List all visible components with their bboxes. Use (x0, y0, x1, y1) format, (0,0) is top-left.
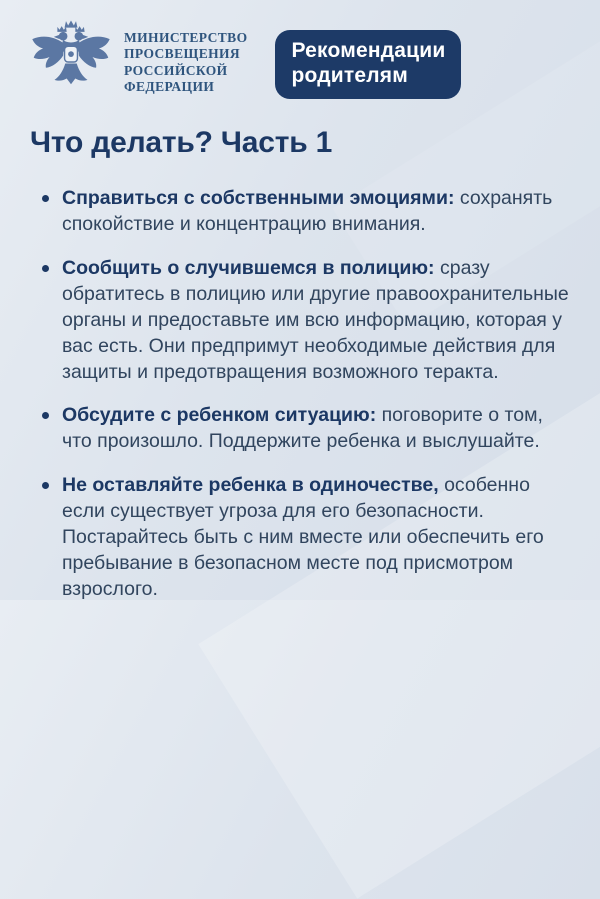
bullet-content (62, 474, 544, 600)
list-item (30, 403, 570, 455)
bullet-content (62, 187, 552, 235)
bullet-text: поговорите о том, что произошло. Поддержите ребенка и выслушайте. (62, 404, 543, 453)
ministry-emblem-eagle-icon (28, 14, 114, 100)
bullet-icon (42, 482, 49, 489)
bullet-text: сохранять спокойствие и концентрацию внимания. (62, 187, 553, 235)
bullet-icon (42, 412, 49, 419)
bullet-lead: Справиться с собственными эмоциями: (62, 187, 455, 209)
badge-line: родителям (291, 63, 408, 87)
bullet-lead: Не оставляйте ребенка в одиночестве, (62, 474, 439, 497)
main-content (30, 126, 572, 621)
ministry-name-line: ФЕДЕРАЦИИ (124, 79, 215, 95)
bullet-lead: Сообщить о случившемся в полицию: (62, 256, 435, 279)
bullet-content (62, 404, 543, 452)
list-item (30, 473, 570, 603)
header (28, 14, 572, 100)
ministry-name-line: ПРОСВЕЩЕНИЯ (124, 46, 241, 62)
badge-line: Рекомендации (291, 39, 446, 62)
bullet-icon (42, 195, 49, 202)
ministry-name (124, 30, 247, 96)
list-item (30, 256, 570, 386)
list-item (30, 186, 570, 238)
recommendations-badge (275, 30, 461, 99)
page-title: Что делать? Часть 1 (30, 126, 333, 159)
bullet-text: сразу обратитесь в полицию или другие правоохранительные органы и предоставьте им всю информацию, которая у вас есть. Они предпримут необходимые действия для защиты и предотвращения возможного теракта. (62, 256, 569, 383)
bullet-text: особенно если существует угроза для его безопасности. Постарайтесь быть с ним вместе или обеспечить его пребывание в безопасном месте под присмотром взрослого. (62, 474, 544, 600)
ministry-name-line: РОССИЙСКОЙ (124, 62, 228, 78)
bullet-icon (42, 265, 49, 272)
bullet-lead: Обсудите с ребенком ситуацию: (62, 404, 377, 427)
ministry-name-line: МИНИСТЕРСТВО (124, 30, 248, 45)
recommendations-list (30, 186, 570, 603)
bullet-content (62, 257, 569, 383)
